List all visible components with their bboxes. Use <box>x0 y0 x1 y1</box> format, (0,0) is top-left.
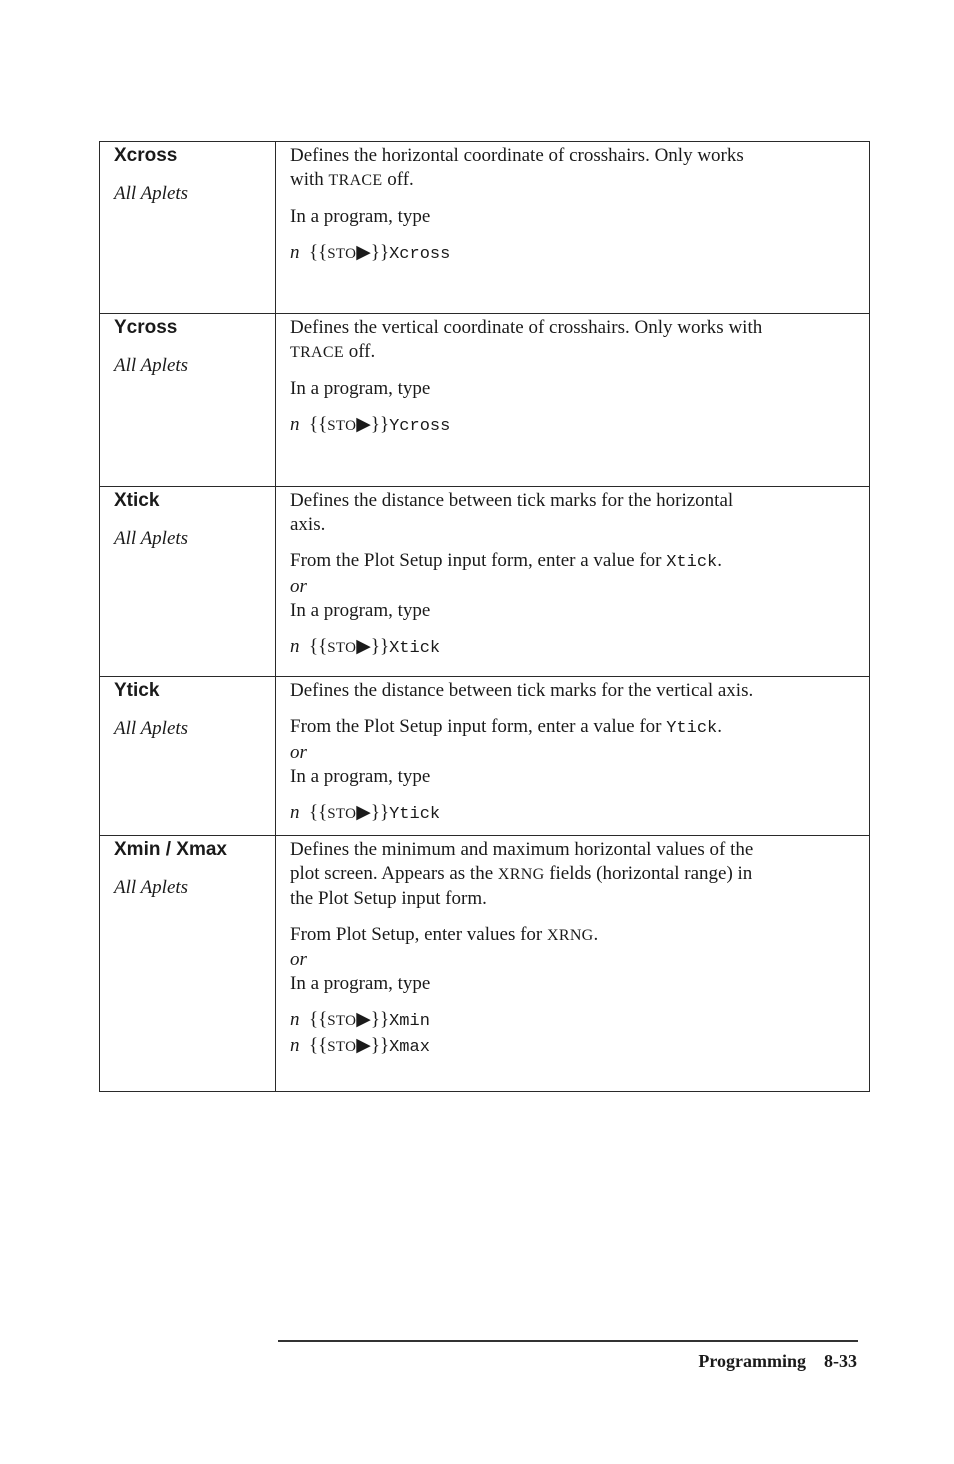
page-footer <box>698 1350 857 1372</box>
variable-description-cell <box>276 677 870 836</box>
sto-arrow-icon: ▶ <box>356 636 371 657</box>
sto-arrow-icon: ▶ <box>356 1009 371 1030</box>
variable-scope: All Aplets <box>114 877 189 898</box>
table-row <box>100 677 870 836</box>
variable-name: Ycross <box>114 317 178 338</box>
program-instruction: In a program, type <box>290 206 431 227</box>
form-instruction: From the Plot Setup input form, enter a value for Ytick. <box>290 716 722 738</box>
description-text: axis. <box>290 514 326 535</box>
sto-key-label: STO <box>327 1013 357 1029</box>
table-row <box>100 836 870 1092</box>
variable-code: Xcross <box>389 245 451 264</box>
description-text: Defines the distance between tick marks for the horizontal <box>290 490 734 511</box>
section-title: Programming <box>698 1351 806 1371</box>
program-command: n {{STO▶}}Xmin <box>290 1009 430 1031</box>
program-command: n {{STO▶}}Ycross <box>290 414 451 436</box>
sto-key-label: STO <box>327 246 357 262</box>
variable-name-cell <box>100 487 276 677</box>
description-text: Defines the vertical coordinate of crosshairs. Only works with <box>290 317 763 338</box>
variable-name: Xcross <box>114 145 178 166</box>
variable-name: Xmin / Xmax <box>114 839 227 860</box>
table-row <box>100 314 870 487</box>
program-command: n {{STO▶}}Ytick <box>290 802 441 824</box>
sto-key-label: STO <box>327 806 357 822</box>
variable-code: Xtick <box>389 639 441 658</box>
table-row <box>100 487 870 677</box>
variable-code: Xmax <box>389 1038 430 1057</box>
variable-description-cell <box>276 487 870 677</box>
variable-code: Ycross <box>389 417 451 436</box>
variable-code: Ytick <box>666 719 718 738</box>
program-command: n {{STO▶}}Xtick <box>290 636 441 658</box>
description-text: Defines the minimum and maximum horizontal values of the <box>290 839 754 860</box>
description-text: Defines the distance between tick marks for the vertical axis. <box>290 680 754 701</box>
trace-key-label: TRACE <box>328 172 383 189</box>
sto-arrow-icon: ▶ <box>356 242 371 263</box>
variable-name-cell <box>100 836 276 1092</box>
variable-description-cell <box>276 314 870 487</box>
variable-name: Xtick <box>114 490 160 511</box>
variable-code: Xmin <box>389 1012 430 1031</box>
description-text: with TRACE off. <box>290 169 414 190</box>
plot-variables-table <box>99 141 870 1092</box>
footer-rule <box>278 1340 858 1342</box>
variable-name-cell <box>100 142 276 314</box>
table-row <box>100 142 870 314</box>
variable-scope: All Aplets <box>114 528 189 549</box>
xrng-key-label: XRNG <box>547 927 594 944</box>
program-instruction: In a program, type <box>290 973 431 994</box>
sto-arrow-icon: ▶ <box>356 414 371 435</box>
sto-key-label: STO <box>327 640 357 656</box>
variable-scope: All Aplets <box>114 355 189 376</box>
form-instruction: From Plot Setup, enter values for XRNG. <box>290 924 599 945</box>
variable-name: Ytick <box>114 680 160 701</box>
description-text: Defines the horizontal coordinate of crosshairs. Only works <box>290 145 744 166</box>
or-separator: or <box>290 949 307 970</box>
xrng-key-label: XRNG <box>497 866 545 883</box>
program-command: n {{STO▶}}Xcross <box>290 242 451 264</box>
page-number: 8-33 <box>824 1351 857 1371</box>
variable-name-cell <box>100 677 276 836</box>
description-text: plot screen. Appears as the XRNG fields (horizontal range) in <box>290 863 753 884</box>
sto-key-label: STO <box>327 418 357 434</box>
variable-name-cell <box>100 314 276 487</box>
form-instruction: From the Plot Setup input form, enter a value for Xtick. <box>290 550 722 572</box>
trace-key-label: TRACE <box>290 344 344 361</box>
sto-arrow-icon: ▶ <box>356 802 371 823</box>
program-command: n {{STO▶}}Xmax <box>290 1035 430 1057</box>
sto-key-label: STO <box>327 1039 357 1055</box>
description-text: the Plot Setup input form. <box>290 888 487 909</box>
program-instruction: In a program, type <box>290 378 431 399</box>
or-separator: or <box>290 742 307 763</box>
variable-code: Xtick <box>666 553 718 572</box>
program-instruction: In a program, type <box>290 766 431 787</box>
program-instruction: In a program, type <box>290 600 431 621</box>
sto-arrow-icon: ▶ <box>356 1035 371 1056</box>
variable-description-cell <box>276 836 870 1092</box>
variable-scope: All Aplets <box>114 183 189 204</box>
variable-scope: All Aplets <box>114 718 189 739</box>
description-text: TRACE off. <box>290 341 376 362</box>
or-separator: or <box>290 576 307 597</box>
variable-code: Ytick <box>389 805 441 824</box>
variable-description-cell <box>276 142 870 314</box>
